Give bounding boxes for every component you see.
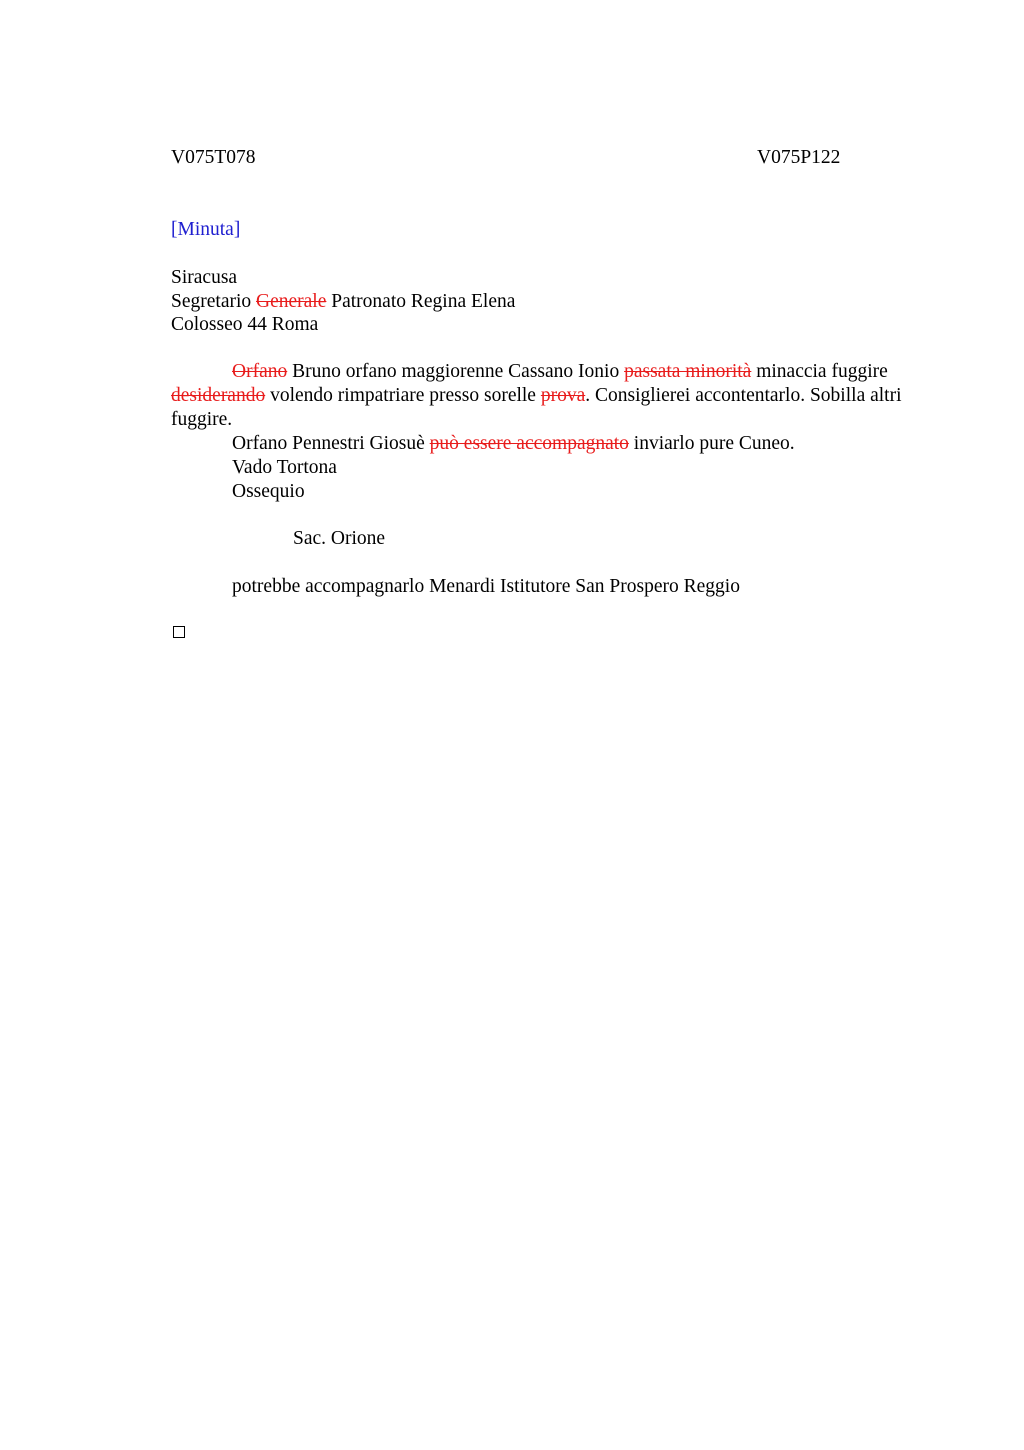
document-code-right: V075P122 [757,147,841,168]
paragraph-text: Bruno orfano maggiorenne Cassano Ionio [287,361,625,382]
address-recipient [171,290,515,314]
document-code-left: V075T078 [171,147,256,168]
vado-line: Vado Tortona [232,457,337,478]
orfano-line [232,432,795,456]
document-page [171,0,931,1450]
deleted-word: desiderando [171,385,266,406]
deleted-word: Orfano [232,361,288,382]
recipient-text-after: Patronato Regina Elena [326,291,516,312]
address-city: Siracusa [171,267,238,288]
minuta-label: [Minuta] [171,219,241,240]
closing-ossequio: Ossequio [232,481,305,502]
signature: Sac. Orione [293,528,386,549]
body-paragraph [171,360,931,432]
paragraph-text: inviarlo pure Cuneo. [628,433,795,454]
recipient-text-before: Segretario [171,291,257,312]
checkbox-square-icon [173,626,185,638]
postscript: potrebbe accompagnarlo Menardi Istitutore San Prospero Reggio [232,576,740,597]
paragraph-text: minaccia fuggire [751,361,888,382]
address-street: Colosseo 44 Roma [171,314,319,335]
deleted-phrase: può essere accompagnato [429,433,629,454]
deleted-phrase: passata minorità [624,361,752,382]
deleted-word: prova [540,385,586,406]
paragraph-text: . Consiglierei accontentarlo. Sobilla altri fuggire. [171,385,902,430]
paragraph-text: volendo rimpatriare presso sorelle [265,385,541,406]
deleted-word: Generale [256,291,327,312]
paragraph-text: Orfano Pennestri Giosuè [232,433,430,454]
